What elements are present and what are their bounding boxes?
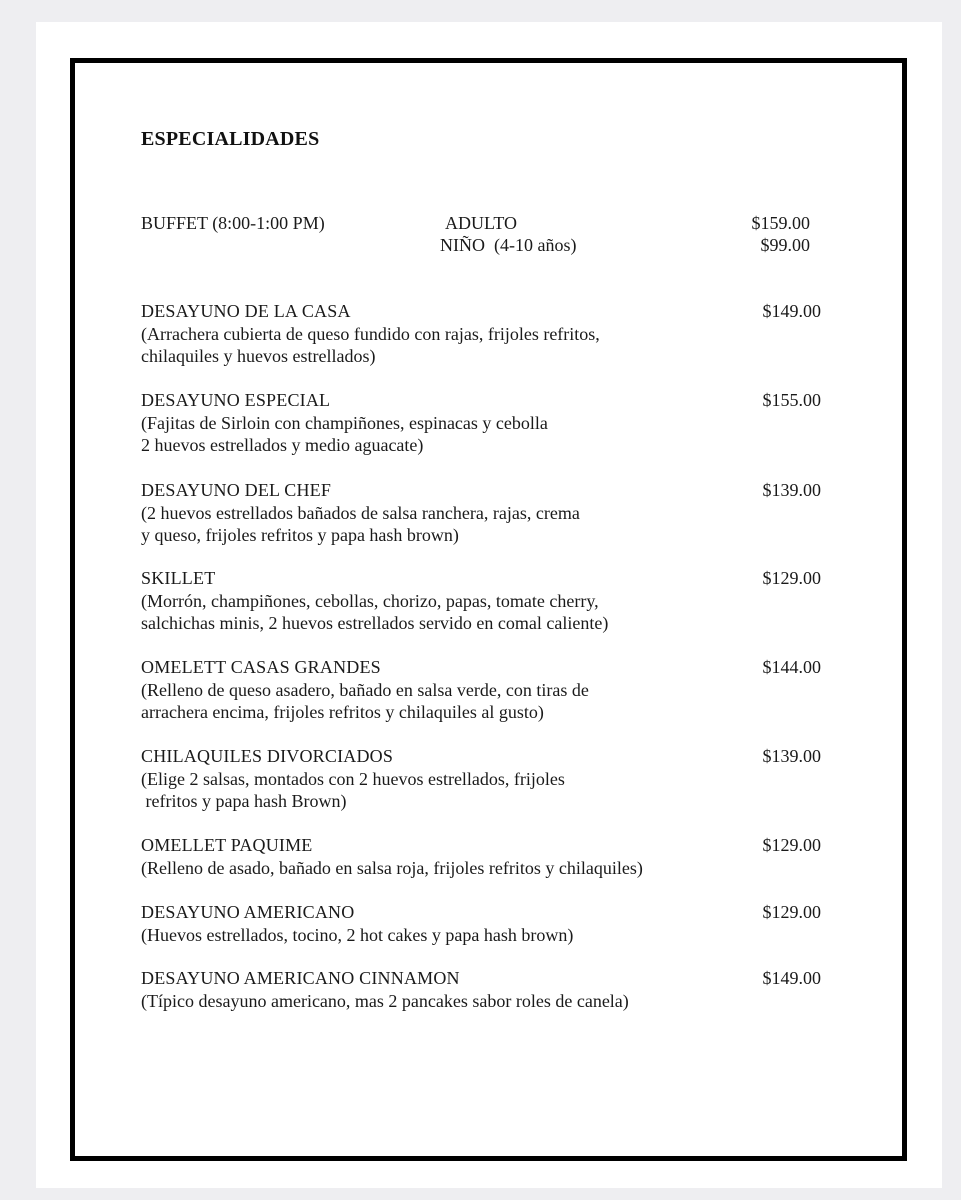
menu-item-description: (Morrón, champiñones, cebollas, chorizo, papas, tomate cherry, salchichas minis, 2 huevos estrellados servido en comal caliente) bbox=[141, 590, 609, 633]
menu-item bbox=[141, 656, 821, 724]
menu-item-title: DESAYUNO AMERICANO CINNAMON bbox=[141, 968, 460, 988]
menu-item-description: (Fajitas de Sirloin con champiñones, espinacas y cebolla 2 huevos estrellados y medio aguacate) bbox=[141, 412, 548, 455]
menu-item bbox=[141, 834, 821, 879]
buffet-adult-price: $159.00 bbox=[751, 213, 810, 233]
menu-item-title: OMELLET PAQUIME bbox=[141, 835, 313, 855]
menu-item-title: CHILAQUILES DIVORCIADOS bbox=[141, 746, 394, 766]
menu-item-description: (Huevos estrellados, tocino, 2 hot cakes y papa hash brown) bbox=[141, 924, 574, 945]
menu-item-description: (Arrachera cubierta de queso fundido con rajas, frijoles refritos, chilaquiles y huevos estrellados) bbox=[141, 323, 600, 366]
menu-item-description: (Relleno de asado, bañado en salsa roja, frijoles refritos y chilaquiles) bbox=[141, 857, 643, 878]
menu-item-price: $129.00 bbox=[762, 902, 821, 922]
menu-item-title: DESAYUNO ESPECIAL bbox=[141, 390, 331, 410]
menu-item-price: $129.00 bbox=[762, 835, 821, 855]
menu-item-price: $139.00 bbox=[762, 746, 821, 766]
menu-item-price: $149.00 bbox=[762, 968, 821, 988]
menu-item-description: (2 huevos estrellados bañados de salsa ranchera, rajas, crema y queso, frijoles refritos y papa hash brown) bbox=[141, 502, 580, 545]
section-heading: ESPECIALIDADES bbox=[141, 128, 320, 150]
buffet-adult-label: ADULTO bbox=[445, 213, 518, 233]
menu-item-price: $129.00 bbox=[762, 568, 821, 588]
menu-item bbox=[141, 745, 821, 813]
menu-item bbox=[141, 967, 821, 1012]
menu-item-title: DESAYUNO DE LA CASA bbox=[141, 301, 351, 321]
menu-item bbox=[141, 300, 821, 368]
menu-item-title: OMELETT CASAS GRANDES bbox=[141, 657, 381, 677]
menu-item bbox=[141, 567, 821, 635]
menu-item bbox=[141, 479, 821, 547]
menu-item-price: $149.00 bbox=[762, 301, 821, 321]
buffet-label: BUFFET (8:00-1:00 PM) bbox=[141, 213, 325, 233]
menu-item-title: DESAYUNO DEL CHEF bbox=[141, 480, 332, 500]
menu-item-title: SKILLET bbox=[141, 568, 216, 588]
menu-item-description: (Elige 2 salsas, montados con 2 huevos estrellados, frijoles refritos y papa hash Brown) bbox=[141, 768, 565, 811]
menu-item bbox=[141, 389, 821, 457]
menu-item bbox=[141, 901, 821, 946]
menu-item-description: (Típico desayuno americano, mas 2 pancakes sabor roles de canela) bbox=[141, 990, 629, 1011]
menu-item-price: $139.00 bbox=[762, 480, 821, 500]
menu-item-title: DESAYUNO AMERICANO bbox=[141, 902, 355, 922]
buffet-child-price: $99.00 bbox=[760, 235, 810, 255]
menu-item-price: $144.00 bbox=[762, 657, 821, 677]
buffet-child-label: NIÑO (4-10 años) bbox=[440, 235, 577, 255]
menu-item-price: $155.00 bbox=[762, 390, 821, 410]
menu-item-description: (Relleno de queso asadero, bañado en salsa verde, con tiras de arrachera encima, frijoles refritos y chilaquiles al gusto) bbox=[141, 679, 589, 722]
